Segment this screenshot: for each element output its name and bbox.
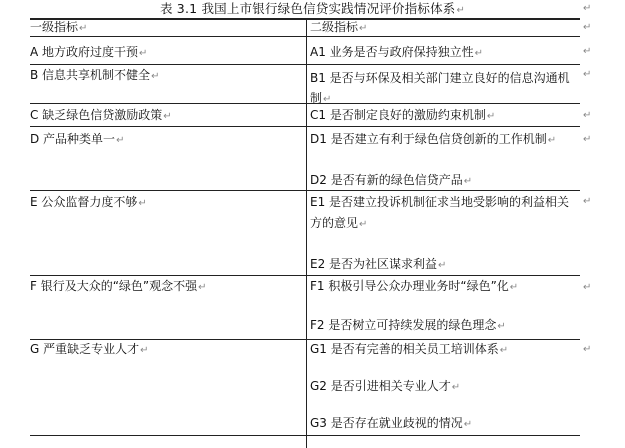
end-of-row-mark: ↵ xyxy=(583,69,592,80)
level2-cell-g3: G3 是否存在就业歧视的情况↵ xyxy=(310,416,473,430)
row-rule xyxy=(30,64,580,65)
level1-cell-d: D 产品种类单一↵ xyxy=(30,132,125,146)
table-top-rule xyxy=(30,18,580,20)
level2-cell-f2: F2 是否树立可持续发展的绿色理念↵ xyxy=(310,318,506,332)
level2-cell-c1: C1 是否制定良好的激励约束机制↵ xyxy=(310,108,496,122)
level1-cell-c: C 缺乏绿色信贷激励政策↵ xyxy=(30,108,172,122)
row-rule xyxy=(30,435,580,436)
level2-cell-d1: D1 是否建立有利于绿色信贷创新的工作机制↵ xyxy=(310,132,557,146)
level2-cell-a1: A1 业务是否与政府保持独立性↵ xyxy=(310,45,484,59)
level1-cell-g: G 严重缺乏专业人才↵ xyxy=(30,342,149,356)
table-title: 表 3.1 我国上市银行绿色信贷实践情况评价指标体系↵ xyxy=(159,1,466,16)
row-rule xyxy=(30,190,580,191)
level2-cell-f1: F1 积极引导公众办理业务时“绿色”化↵ xyxy=(310,279,519,293)
level2-cell-e2: E2 是否为社区谋求利益↵ xyxy=(310,257,447,271)
end-of-row-mark: ↵ xyxy=(583,282,592,293)
end-of-row-mark: ↵ xyxy=(583,46,592,57)
level1-cell-f: F 银行及大众的“绿色”观念不强↵ xyxy=(30,279,207,293)
end-of-row-mark: ↵ xyxy=(583,110,592,121)
level2-cell-g2: G2 是否引进相关专业人才↵ xyxy=(310,379,461,393)
level2-cell-e1: E1 是否建立投诉机制征求当地受影响的利益相关方的意见↵ xyxy=(310,195,570,230)
level1-cell-a: A 地方政府过度干预↵ xyxy=(30,45,148,59)
row-rule xyxy=(30,126,580,127)
level1-cell-e: E 公众监督力度不够↵ xyxy=(30,195,147,209)
column-divider xyxy=(306,18,307,448)
end-of-row-mark: ↵ xyxy=(583,344,592,355)
level2-cell-b1: B1 是否与环保及相关部门建立良好的信息沟通机制↵ xyxy=(310,71,570,105)
level2-cell-g1: G1 是否有完善的相关员工培训体系↵ xyxy=(310,342,509,356)
header-rule xyxy=(30,36,580,37)
end-of-row-mark: ↵ xyxy=(583,196,592,207)
header-level2: 二级指标↵ xyxy=(310,20,368,34)
end-of-row-mark: ↵ xyxy=(583,3,592,14)
end-of-row-mark: ↵ xyxy=(583,22,592,33)
row-rule xyxy=(30,275,580,276)
header-level1: 一级指标↵ xyxy=(30,20,88,34)
level1-cell-b: B 信息共享机制不健全↵ xyxy=(30,68,160,82)
end-of-row-mark: ↵ xyxy=(583,134,592,145)
level2-cell-d2: D2 是否有新的绿色信贷产品↵ xyxy=(310,173,473,187)
row-rule xyxy=(30,339,580,340)
